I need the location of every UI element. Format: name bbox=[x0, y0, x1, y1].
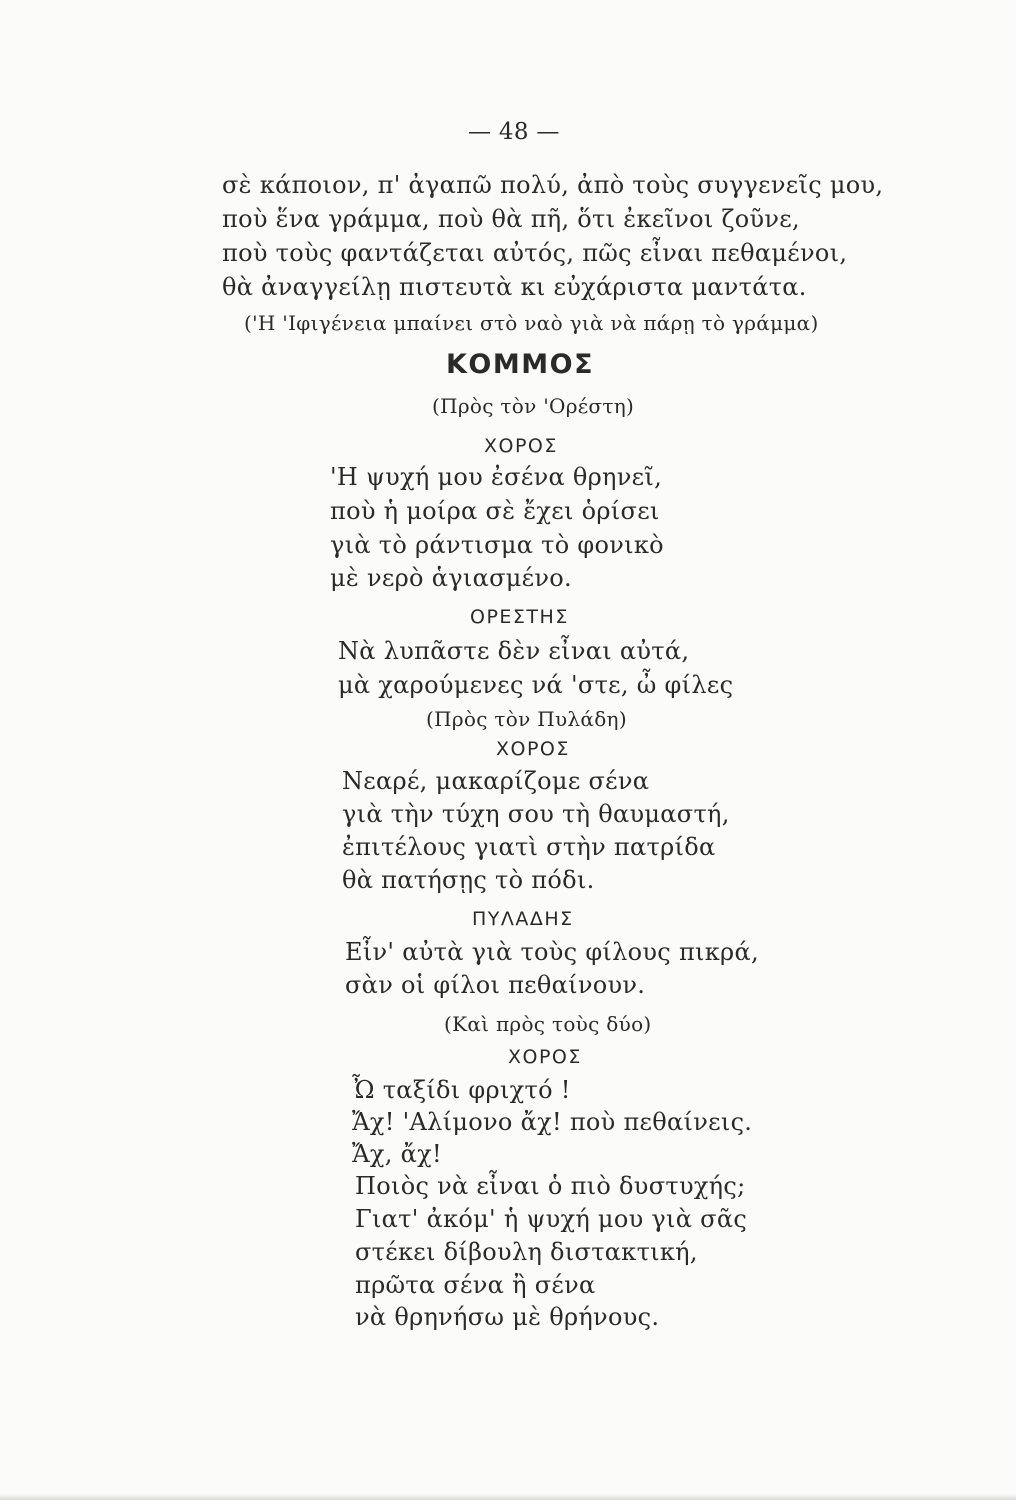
verse-line: Ὦ ταξίδι φριχτό ! bbox=[352, 1076, 571, 1104]
page-number: — 48 — bbox=[468, 119, 560, 145]
verse-line: Εἶν' αὐτὰ γιὰ τοὺς φίλους πικρά, bbox=[345, 938, 759, 966]
verse-line: ποὺ ἡ μοίρα σὲ ἔχει ὁρίσει bbox=[330, 497, 660, 525]
verse-line: Ἄχ, ἄχ! bbox=[352, 1140, 442, 1168]
prose-line: ποὺ τοὺς φαντάζεται αὐτός, πῶς εἶναι πεθαμένοι, bbox=[222, 239, 848, 267]
verse-line: γιὰ τὸ ράντισμα τὸ φονικὸ bbox=[330, 531, 664, 559]
stage-direction: ('Η 'Ιφιγένεια μπαίνει στὸ ναὸ γιὰ νὰ πάρῃ τὸ γράμμα) bbox=[244, 311, 819, 335]
speaker-name: ΠΥΛΑΔΗΣ bbox=[472, 908, 574, 930]
verse-line: σὰν οἱ φίλοι πεθαίνουν. bbox=[345, 971, 646, 999]
verse-line: 'Η ψυχή μου ἐσένα θρηνεῖ, bbox=[330, 463, 663, 491]
stage-direction: (Καὶ πρὸς τοὺς δύο) bbox=[444, 1012, 652, 1036]
verse-line: Ἄχ! 'Αλίμονο ἄχ! ποὺ πεθαίνεις. bbox=[352, 1108, 753, 1136]
verse-line: ἐπιτέλους γιατὶ στὴν πατρίδα bbox=[342, 833, 716, 861]
verse-line: Νὰ λυπᾶστε δὲν εἶναι αὐτά, bbox=[338, 637, 690, 665]
speaker-name: ΧΟΡΟΣ bbox=[484, 435, 558, 457]
verse-line: Νεαρέ, μακαρίζομε σένα bbox=[342, 767, 650, 795]
verse-line: στέκει δίβουλη διστακτική, bbox=[355, 1238, 698, 1266]
verse-line: μὰ χαρούμενες νά 'στε, ὦ φίλες bbox=[338, 671, 734, 699]
verse-line: Ποιὸς νὰ εἶναι ὁ πιὸ δυστυχής; bbox=[355, 1172, 746, 1200]
page-bottom-edge bbox=[0, 1494, 1016, 1500]
section-heading: ΚΟΜΜΟΣ bbox=[446, 349, 595, 380]
verse-line: Γιατ' ἀκόμ' ἡ ψυχή μου γιὰ σᾶς bbox=[355, 1205, 748, 1233]
stage-direction: (Πρὸς τὸν 'Ορέστη) bbox=[432, 394, 635, 418]
verse-line: μὲ νερὸ ἁγιασμένο. bbox=[330, 564, 572, 592]
verse-line: γιὰ τὴν τύχη σου τὴ θαυμαστή, bbox=[342, 800, 730, 828]
speaker-name: ΧΟΡΟΣ bbox=[496, 738, 570, 760]
prose-line: σὲ κάποιον, π' ἀγαπῶ πολύ, ἀπὸ τοὺς συγγενεῖς μου, bbox=[222, 171, 884, 199]
verse-line: θὰ πατήσῃς τὸ πόδι. bbox=[342, 866, 595, 894]
prose-line: ποὺ ἕνα γράμμα, ποὺ θὰ πῆ, ὅτι ἐκεῖνοι ζοῦνε, bbox=[222, 205, 800, 233]
speaker-name: ΟΡΕΣΤΗΣ bbox=[470, 606, 569, 628]
verse-line: πρῶτα σένα ἢ σένα bbox=[355, 1271, 596, 1299]
stage-direction: (Πρὸς τὸν Πυλάδη) bbox=[426, 707, 627, 731]
speaker-name: ΧΟΡΟΣ bbox=[508, 1046, 582, 1068]
verse-line: νὰ θρηνήσω μὲ θρήνους. bbox=[355, 1303, 660, 1331]
prose-line: θὰ ἀναγγείλῃ πιστευτὰ κι εὐχάριστα μαντάτα. bbox=[222, 273, 807, 301]
